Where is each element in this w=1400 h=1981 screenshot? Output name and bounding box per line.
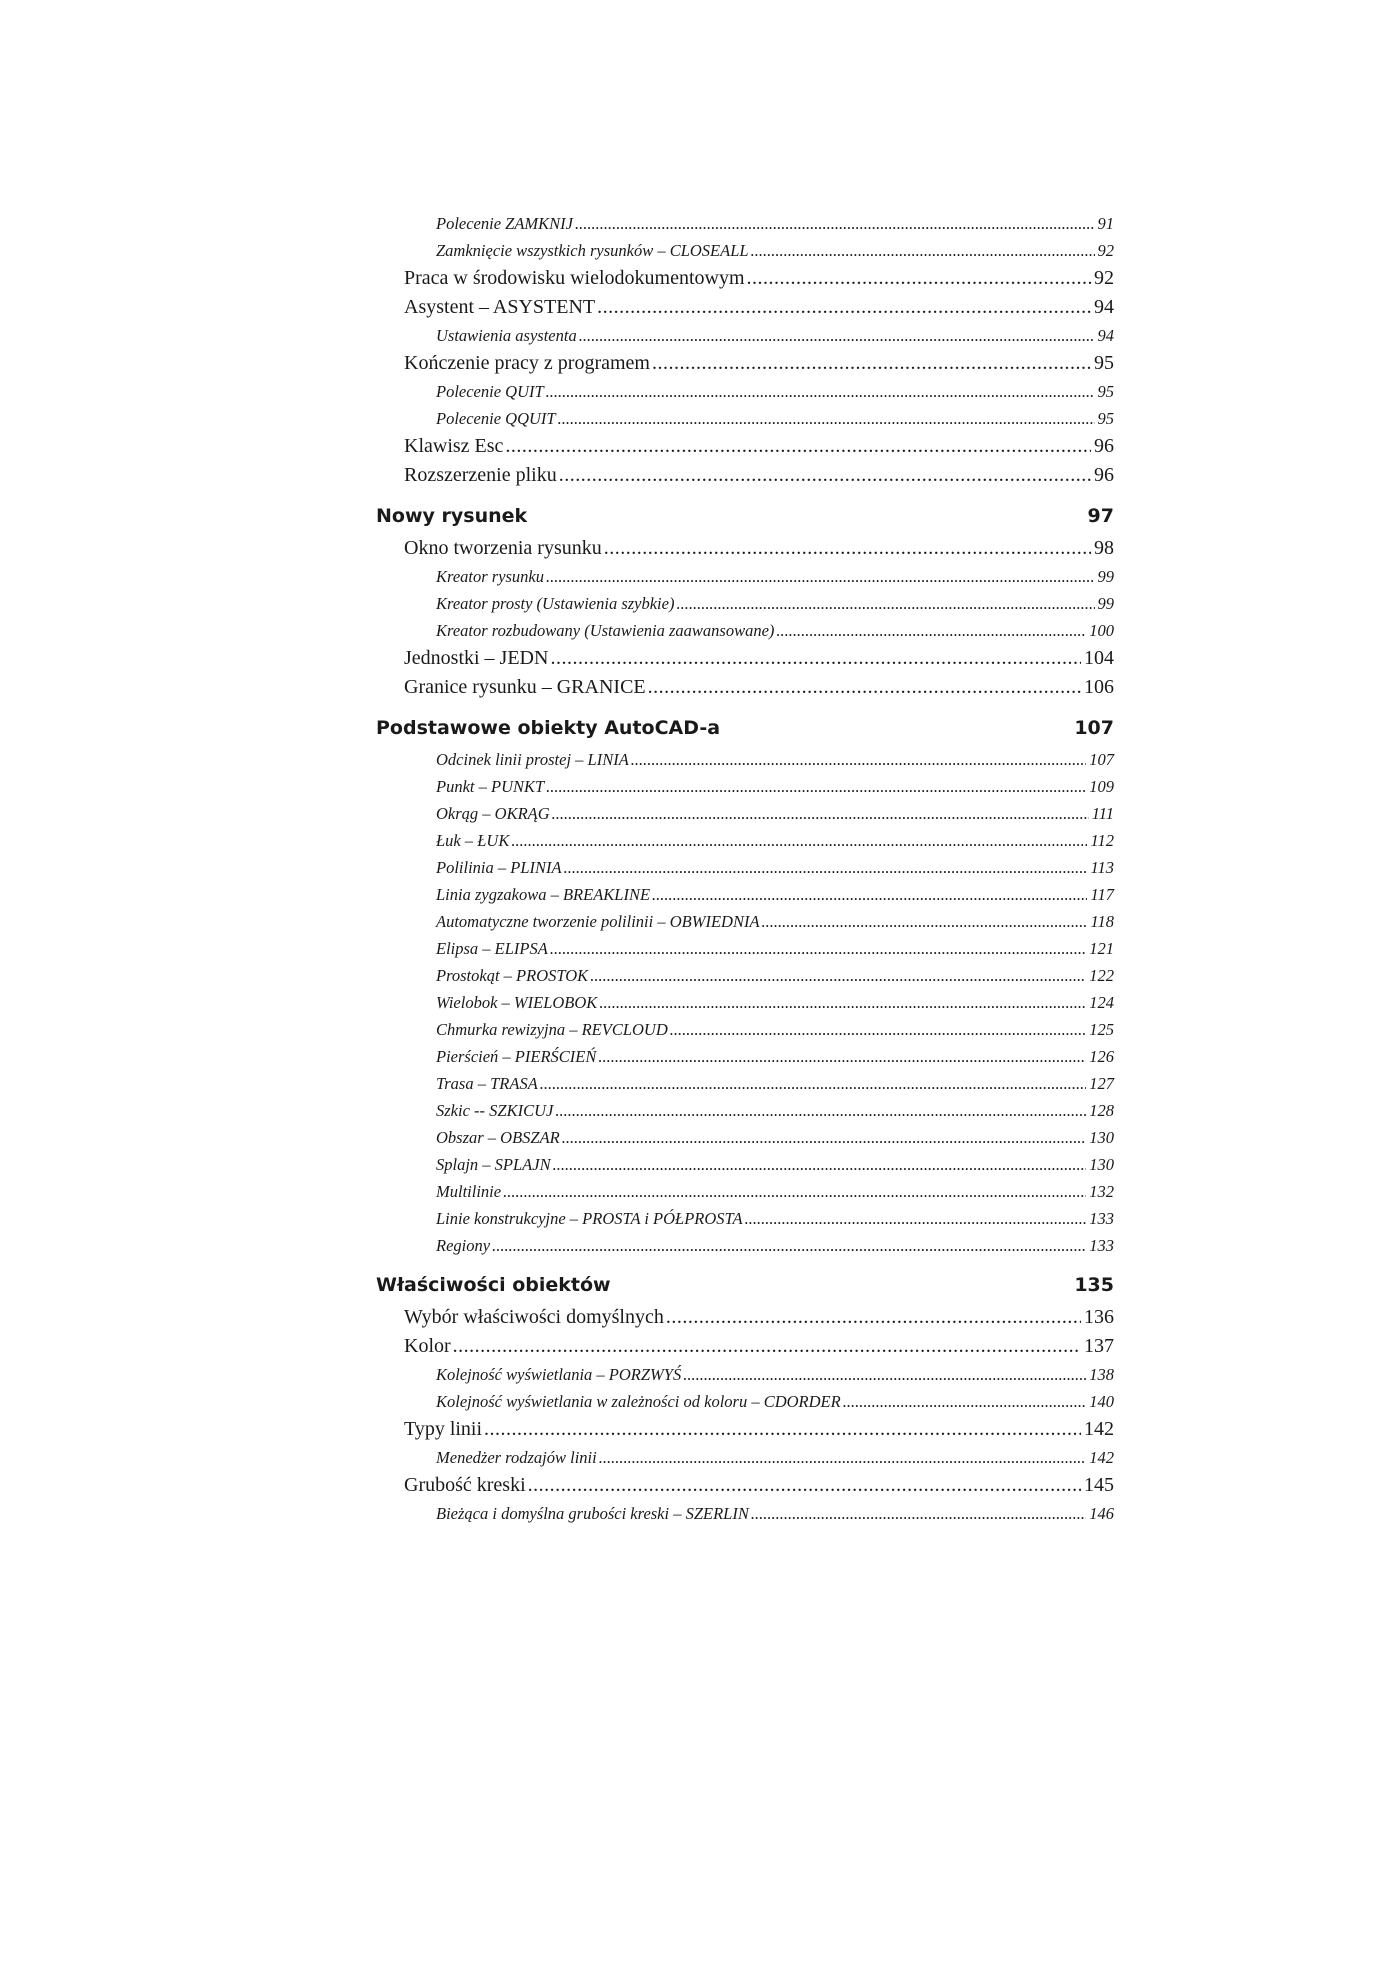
dot-leader xyxy=(579,322,1095,349)
chapter-page-number: 97 xyxy=(1087,505,1114,527)
dot-leader xyxy=(631,746,1086,773)
entry-label: Wielobok – WIELOBOK xyxy=(436,993,598,1012)
page-number: 130 xyxy=(1089,1128,1114,1147)
page-number: 92 xyxy=(1094,267,1114,289)
entry-label: Kreator prosty (Ustawienia szybkie) xyxy=(436,594,675,613)
entry-label: Polecenie ZAMKNIJ xyxy=(436,214,573,233)
toc-entry xyxy=(376,644,1114,673)
entry-label: Prostokąt – PROSTOK xyxy=(436,966,589,985)
entry-label: Trasa – TRASA xyxy=(436,1074,538,1093)
page-number: 128 xyxy=(1089,1101,1114,1120)
page-number: 146 xyxy=(1089,1504,1114,1523)
page-number: 117 xyxy=(1090,885,1114,904)
entry-label: Jednostki – JEDN xyxy=(404,647,549,669)
dot-leader xyxy=(546,773,1086,800)
entry-label: Automatyczne tworzenie polilinii – OBWIEDNIA xyxy=(436,912,760,931)
entry-label: Menedżer rodzajów linii xyxy=(436,1448,597,1467)
dot-leader xyxy=(652,881,1087,908)
dot-leader xyxy=(528,1471,1081,1500)
dot-leader xyxy=(747,264,1091,293)
toc-subentry xyxy=(376,1444,1114,1471)
toc-subentry xyxy=(376,378,1114,405)
dot-leader xyxy=(453,1332,1081,1361)
page-number: 112 xyxy=(1090,831,1114,850)
page-number: 111 xyxy=(1091,804,1114,823)
dot-leader xyxy=(505,432,1091,461)
page-number: 95 xyxy=(1097,409,1114,428)
toc-subentry xyxy=(376,881,1114,908)
dot-leader xyxy=(683,1361,1086,1388)
toc-entry xyxy=(376,1303,1114,1332)
toc-subentry xyxy=(376,1097,1114,1124)
dot-leader xyxy=(666,1303,1081,1332)
toc-subentry xyxy=(376,1205,1114,1232)
page-number: 124 xyxy=(1089,993,1114,1012)
dot-leader xyxy=(552,800,1089,827)
toc-entry xyxy=(376,264,1114,293)
page-number: 92 xyxy=(1097,241,1114,260)
entry-label: Ustawienia asystenta xyxy=(436,326,577,345)
entry-label: Bieżąca i domyślna grubości kreski – SZERLIN xyxy=(436,1504,749,1523)
toc-subentry xyxy=(376,1388,1114,1415)
page-number: 127 xyxy=(1089,1074,1114,1093)
table-of-contents xyxy=(376,210,1114,1527)
dot-leader xyxy=(540,1070,1086,1097)
dot-leader xyxy=(590,962,1086,989)
entry-label: Praca w środowisku wielodokumentowym xyxy=(404,267,745,289)
toc-subentry xyxy=(376,746,1114,773)
page-number: 91 xyxy=(1097,214,1114,233)
toc-entry xyxy=(376,349,1114,378)
toc-subentry xyxy=(376,1070,1114,1097)
page-number: 99 xyxy=(1097,594,1114,613)
entry-label: Kreator rysunku xyxy=(436,567,545,586)
dot-leader xyxy=(751,1500,1086,1527)
page-number: 113 xyxy=(1090,858,1114,877)
page-number: 133 xyxy=(1089,1236,1114,1255)
toc-subentry xyxy=(376,854,1114,881)
chapter-heading xyxy=(376,713,1114,744)
page-number: 104 xyxy=(1084,647,1114,669)
page-number: 100 xyxy=(1089,621,1114,640)
toc-subentry xyxy=(376,1232,1114,1259)
page-number: 95 xyxy=(1094,352,1114,374)
toc-entry xyxy=(376,461,1114,490)
dot-leader xyxy=(648,673,1081,702)
entry-label: Wybór właściwości domyślnych xyxy=(404,1306,664,1328)
page-number: 142 xyxy=(1084,1418,1114,1440)
chapter-title: Właściwości obiektów xyxy=(376,1274,611,1296)
dot-leader xyxy=(599,989,1086,1016)
dot-leader xyxy=(676,590,1094,617)
chapter-title: Nowy rysunek xyxy=(376,505,528,527)
dot-leader xyxy=(550,935,1086,962)
page-number: 94 xyxy=(1097,326,1114,345)
dot-leader xyxy=(843,1388,1087,1415)
entry-label: Polecenie QQUIT xyxy=(436,409,556,428)
chapter-title: Podstawowe obiekty AutoCAD-a xyxy=(376,717,721,739)
entry-label: Łuk – ŁUK xyxy=(436,831,510,850)
page-number: 99 xyxy=(1097,567,1114,586)
page-number: 121 xyxy=(1089,939,1114,958)
dot-leader xyxy=(575,210,1095,237)
dot-leader xyxy=(503,1178,1086,1205)
entry-label: Elipsa – ELIPSA xyxy=(436,939,548,958)
entry-label: Multilinie xyxy=(436,1182,502,1201)
toc-subentry xyxy=(376,773,1114,800)
chapter-heading xyxy=(376,1270,1114,1301)
dot-leader xyxy=(598,1043,1086,1070)
dot-leader xyxy=(762,908,1088,935)
toc-subentry xyxy=(376,563,1114,590)
dot-leader xyxy=(562,1124,1086,1151)
page-number: 106 xyxy=(1084,676,1114,698)
page-number: 136 xyxy=(1084,1306,1114,1328)
dot-leader xyxy=(564,854,1088,881)
entry-label: Pierścień – PIERŚCIEŃ xyxy=(436,1047,597,1066)
entry-label: Klawisz Esc xyxy=(404,435,504,457)
entry-label: Odcinek linii prostej – LINIA xyxy=(436,750,629,769)
toc-subentry xyxy=(376,237,1114,264)
dot-leader xyxy=(670,1016,1086,1043)
dot-leader xyxy=(652,349,1091,378)
entry-label: Kolor xyxy=(404,1335,451,1357)
chapter-heading xyxy=(376,501,1114,532)
entry-label: Kolejność wyświetlania – PORZWYŚ xyxy=(436,1365,682,1384)
dot-leader xyxy=(492,1232,1086,1259)
toc-subentry xyxy=(376,800,1114,827)
toc-subentry xyxy=(376,210,1114,237)
entry-label: Regiony xyxy=(436,1236,491,1255)
entry-label: Asystent – ASYSTENT xyxy=(404,296,596,318)
toc-subentry xyxy=(376,1500,1114,1527)
dot-leader xyxy=(511,827,1087,854)
toc-subentry xyxy=(376,1043,1114,1070)
page-number: 95 xyxy=(1097,382,1114,401)
dot-leader xyxy=(597,293,1091,322)
entry-label: Polilinia – PLINIA xyxy=(436,858,562,877)
page-number: 126 xyxy=(1089,1047,1114,1066)
page-number: 96 xyxy=(1094,435,1114,457)
dot-leader xyxy=(559,461,1091,490)
toc-subentry xyxy=(376,935,1114,962)
toc-entry xyxy=(376,1471,1114,1500)
entry-label: Grubość kreski xyxy=(404,1474,526,1496)
toc-subentry xyxy=(376,1151,1114,1178)
page-number: 138 xyxy=(1089,1365,1114,1384)
dot-leader xyxy=(550,644,1081,673)
entry-label: Szkic -- SZKICUJ xyxy=(436,1101,554,1120)
toc-subentry xyxy=(376,590,1114,617)
entry-label: Punkt – PUNKT xyxy=(436,777,545,796)
page-number: 107 xyxy=(1089,750,1114,769)
dot-leader xyxy=(745,1205,1087,1232)
page-number: 98 xyxy=(1094,537,1114,559)
entry-label: Rozszerzenie pliku xyxy=(404,464,557,486)
entry-label: Obszar – OBSZAR xyxy=(436,1128,560,1147)
toc-subentry xyxy=(376,617,1114,644)
page-number: 137 xyxy=(1084,1335,1114,1357)
page-number: 132 xyxy=(1089,1182,1114,1201)
entry-label: Kolejność wyświetlania w zależności od koloru – CDORDER xyxy=(436,1392,841,1411)
entry-label: Okrąg – OKRĄG xyxy=(436,804,550,823)
entry-label: Typy linii xyxy=(404,1418,483,1440)
entry-label: Okno tworzenia rysunku xyxy=(404,537,602,559)
dot-leader xyxy=(555,1097,1086,1124)
entry-label: Chmurka rewizyjna – REVCLOUD xyxy=(436,1020,668,1039)
toc-subentry xyxy=(376,908,1114,935)
page-number: 109 xyxy=(1089,777,1114,796)
dot-leader xyxy=(484,1415,1081,1444)
toc-subentry xyxy=(376,1124,1114,1151)
toc-subentry xyxy=(376,1016,1114,1043)
dot-leader xyxy=(599,1444,1087,1471)
dot-leader xyxy=(558,405,1095,432)
entry-label: Linia zygzakowa – BREAKLINE xyxy=(436,885,651,904)
dot-leader xyxy=(776,617,1086,644)
page-number: 133 xyxy=(1089,1209,1114,1228)
toc-subentry xyxy=(376,405,1114,432)
entry-label: Polecenie QUIT xyxy=(436,382,544,401)
toc-entry xyxy=(376,673,1114,702)
entry-label: Kończenie pracy z programem xyxy=(404,352,650,374)
dot-leader xyxy=(546,378,1095,405)
page-number: 118 xyxy=(1090,912,1114,931)
page-number: 96 xyxy=(1094,464,1114,486)
entry-label: Splajn – SPLAJN xyxy=(436,1155,551,1174)
toc-subentry xyxy=(376,1178,1114,1205)
page-number: 130 xyxy=(1089,1155,1114,1174)
dot-leader xyxy=(604,534,1091,563)
toc-subentry xyxy=(376,322,1114,349)
page-number: 94 xyxy=(1094,296,1114,318)
entry-label: Linie konstrukcyjne – PROSTA i PÓŁPROSTA xyxy=(436,1209,743,1228)
toc-entry xyxy=(376,293,1114,322)
toc-subentry xyxy=(376,1361,1114,1388)
page-number: 140 xyxy=(1089,1392,1114,1411)
entry-label: Kreator rozbudowany (Ustawienia zaawansowane) xyxy=(436,621,775,640)
toc-entry xyxy=(376,534,1114,563)
entry-label: Zamknięcie wszystkich rysunków – CLOSEALL xyxy=(436,241,749,260)
toc-subentry xyxy=(376,962,1114,989)
toc-subentry xyxy=(376,989,1114,1016)
page-number: 142 xyxy=(1089,1448,1114,1467)
entry-label: Granice rysunku – GRANICE xyxy=(404,676,646,698)
toc-entry xyxy=(376,1332,1114,1361)
page-number: 145 xyxy=(1084,1474,1114,1496)
dot-leader xyxy=(546,563,1094,590)
chapter-page-number: 107 xyxy=(1074,717,1114,739)
toc-subentry xyxy=(376,827,1114,854)
page-number: 125 xyxy=(1089,1020,1114,1039)
dot-leader xyxy=(751,237,1095,264)
toc-entry xyxy=(376,432,1114,461)
page-number: 122 xyxy=(1089,966,1114,985)
toc-entry xyxy=(376,1415,1114,1444)
chapter-page-number: 135 xyxy=(1074,1274,1114,1296)
dot-leader xyxy=(553,1151,1087,1178)
